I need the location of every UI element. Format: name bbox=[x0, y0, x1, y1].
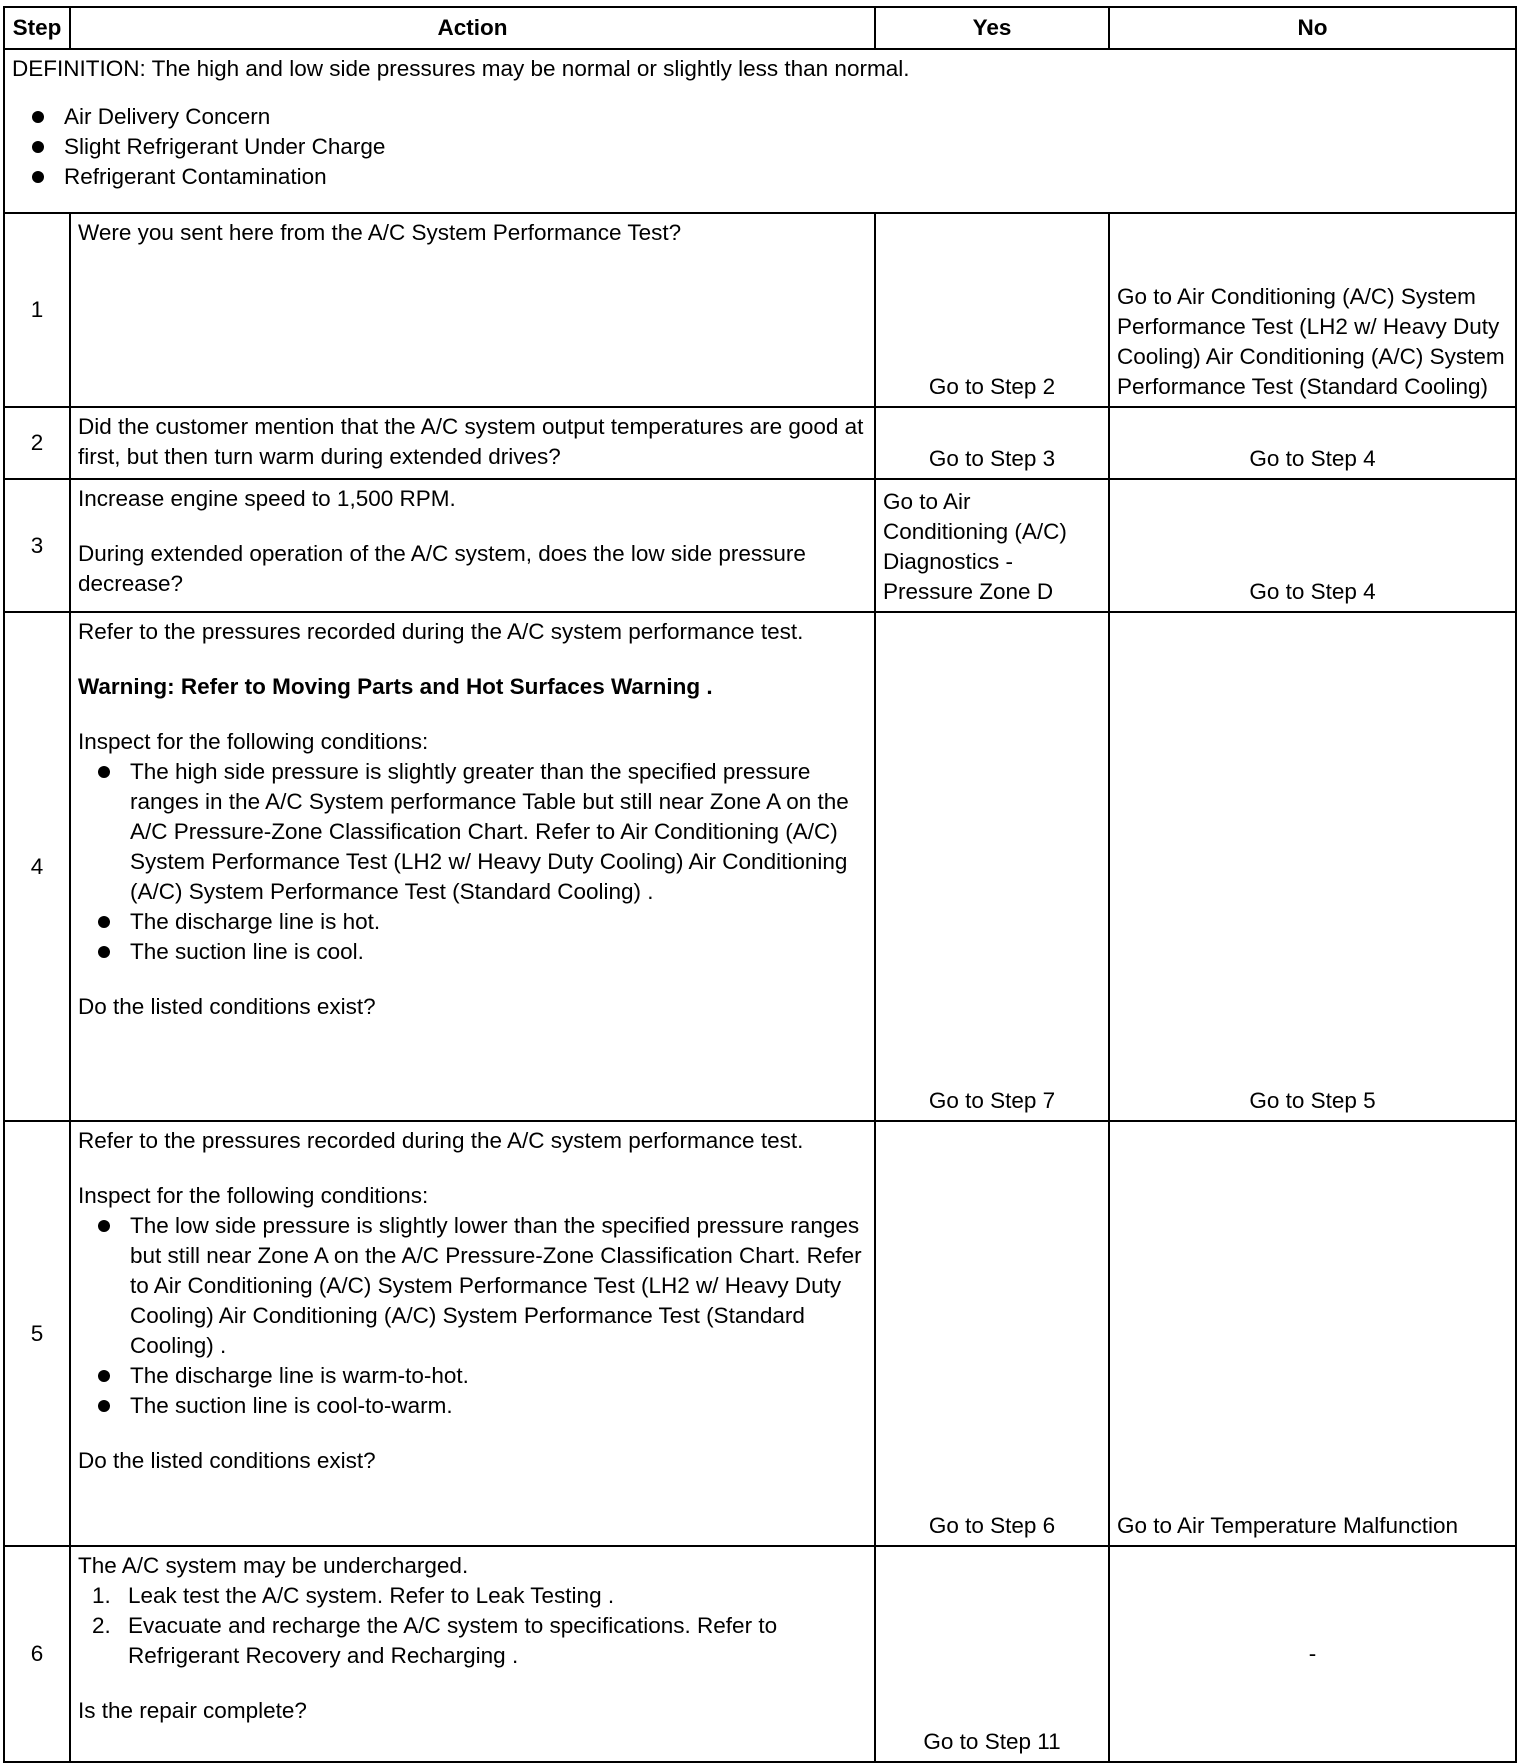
action-cell bbox=[70, 407, 875, 479]
definition-row bbox=[4, 49, 1516, 213]
yes-cell: Go to Step 3 bbox=[875, 407, 1109, 479]
no-cell: Go to Air Temperature Malfunction bbox=[1109, 1121, 1516, 1546]
table-row-step-5 bbox=[4, 1121, 1516, 1546]
table-row-step-4 bbox=[4, 612, 1516, 1121]
action-cell bbox=[70, 1546, 875, 1762]
step-number: 5 bbox=[4, 1121, 70, 1546]
no-cell: Go to Air Conditioning (A/C) System Performance Test (LH2 w/ Heavy Duty Cooling) Air Conditioning (A/C) System Performance Test (Standard Cooling) bbox=[1109, 213, 1516, 407]
action-cell bbox=[70, 213, 875, 407]
no-cell: - bbox=[1109, 1546, 1516, 1762]
inspect-text: Inspect for the following conditions: bbox=[78, 729, 429, 754]
definition-item: Slight Refrigerant Under Charge bbox=[12, 132, 1508, 162]
inspect-text: Inspect for the following conditions: bbox=[78, 1183, 429, 1208]
list-item: The low side pressure is slightly lower than the specified pressure ranges but still near Zone A on the A/C Pressure-Zone Classification Chart. Refer to Air Conditioning (A/C) System Performance Test (LH2 w/ Heavy Duty Cooling) Air Conditioning (A/C) System Performance Test (Standard Cooling) . bbox=[78, 1211, 867, 1361]
yes-cell: Go to Step 6 bbox=[875, 1121, 1109, 1546]
no-cell: Go to Step 4 bbox=[1109, 479, 1516, 612]
action-question: Is the repair complete? bbox=[78, 1698, 307, 1723]
no-cell: Go to Step 4 bbox=[1109, 407, 1516, 479]
header-action: Action bbox=[70, 7, 875, 49]
condition-list bbox=[78, 757, 867, 967]
header-step: Step bbox=[4, 7, 70, 49]
step-number: 4 bbox=[4, 612, 70, 1121]
list-item: The suction line is cool. bbox=[78, 937, 867, 967]
list-text: Evacuate and recharge the A/C system to specifications. Refer to Refrigerant Recovery and Recharging . bbox=[128, 1613, 778, 1668]
table-row-step-3 bbox=[4, 479, 1516, 612]
yes-cell: Go to Step 2 bbox=[875, 213, 1109, 407]
table-row-step-2 bbox=[4, 407, 1516, 479]
action-question: Did the customer mention that the A/C system output temperatures are good at first, but then turn warm during extended drives? bbox=[78, 414, 864, 469]
list-number: 2. bbox=[92, 1613, 111, 1638]
header-no: No bbox=[1109, 7, 1516, 49]
definition-item: Refrigerant Contamination bbox=[12, 162, 1508, 192]
yes-cell: Go to Air Conditioning (A/C) Diagnostics - Pressure Zone D bbox=[875, 479, 1109, 612]
list-item: The high side pressure is slightly greater than the specified pressure ranges in the A/C System performance Table but still near Zone A on the A/C Pressure-Zone Classification Chart. Refer to Air Conditioning (A/C) System Performance Test (LH2 w/ Heavy Duty Cooling) Air Conditioning (A/C) System Performance Test (Standard Cooling) . bbox=[78, 757, 867, 907]
action-cell bbox=[70, 479, 875, 612]
step-number: 6 bbox=[4, 1546, 70, 1762]
list-item: The discharge line is warm-to-hot. bbox=[78, 1361, 867, 1391]
action-cell bbox=[70, 612, 875, 1121]
action-cell bbox=[70, 1121, 875, 1546]
definition-item: Air Delivery Concern bbox=[12, 102, 1508, 132]
action-question: Do the listed conditions exist? bbox=[78, 1448, 376, 1473]
definition-list bbox=[12, 102, 1508, 192]
action-instruction: Refer to the pressures recorded during the A/C system performance test. bbox=[78, 619, 804, 644]
repair-steps-list bbox=[78, 1581, 867, 1671]
action-instruction: Increase engine speed to 1,500 RPM. bbox=[78, 486, 456, 511]
list-item bbox=[78, 1581, 867, 1611]
diagnostic-table bbox=[3, 6, 1517, 1763]
yes-cell: Go to Step 11 bbox=[875, 1546, 1109, 1762]
list-number: 1. bbox=[92, 1583, 111, 1608]
action-question: During extended operation of the A/C system, does the low side pressure decrease? bbox=[78, 541, 806, 596]
no-cell: Go to Step 5 bbox=[1109, 612, 1516, 1121]
action-question: Were you sent here from the A/C System Performance Test? bbox=[78, 220, 682, 245]
table-header-row bbox=[4, 7, 1516, 49]
step-number: 2 bbox=[4, 407, 70, 479]
condition-list bbox=[78, 1211, 867, 1421]
step-number: 3 bbox=[4, 479, 70, 612]
list-text: Leak test the A/C system. Refer to Leak Testing . bbox=[128, 1583, 615, 1608]
list-item bbox=[78, 1611, 867, 1671]
step-number: 1 bbox=[4, 213, 70, 407]
yes-cell: Go to Step 7 bbox=[875, 612, 1109, 1121]
table-row-step-1 bbox=[4, 213, 1516, 407]
warning-text: Warning: Refer to Moving Parts and Hot Surfaces Warning . bbox=[78, 674, 713, 699]
definition-cell bbox=[4, 49, 1516, 213]
header-yes: Yes bbox=[875, 7, 1109, 49]
action-instruction: Refer to the pressures recorded during the A/C system performance test. bbox=[78, 1128, 804, 1153]
action-question: Do the listed conditions exist? bbox=[78, 994, 376, 1019]
list-item: The suction line is cool-to-warm. bbox=[78, 1391, 867, 1421]
table-row-step-6 bbox=[4, 1546, 1516, 1762]
list-item: The discharge line is hot. bbox=[78, 907, 867, 937]
definition-text: DEFINITION: The high and low side pressures may be normal or slightly less than normal. bbox=[12, 56, 910, 81]
action-instruction: The A/C system may be undercharged. bbox=[78, 1553, 469, 1578]
